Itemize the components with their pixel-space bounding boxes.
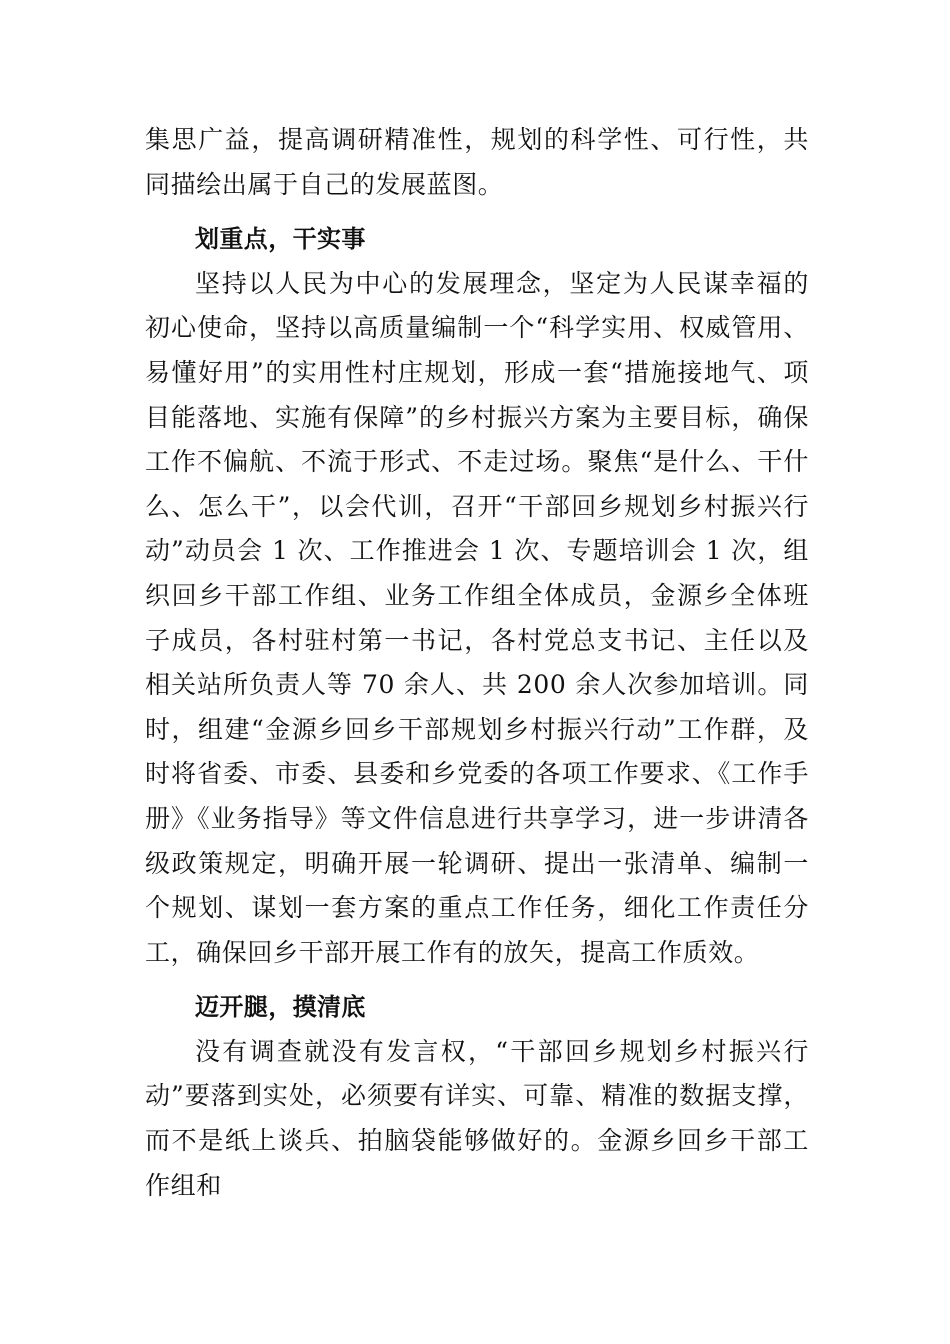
document-body — [145, 118, 809, 1208]
intro-paragraph: 集思广益，提高调研精准性，规划的科学性、可行性，共同描绘出属于自己的发展蓝图。 — [145, 125, 809, 199]
spacer — [145, 975, 809, 979]
spacer — [145, 207, 809, 211]
section-heading-survey: 迈开腿，摸清底 — [195, 993, 366, 1022]
section-body-focus: 坚持以人民为中心的发展理念，坚定为人民谋幸福的初心使命，坚持以高质量编制一个“科学实用、权威管用、易懂好用”的实用性村庄规划，形成一套“措施接地气、项目能落地、实施有保障”的乡村振兴方案为主要目标，确保工作不偏航、不流于形式、不走过场。聚焦“是什么、干什么、怎么干”，以会代训，召开“干部回乡规划乡村振兴行动”动员会 1 次、工作推进会 1 次、专题培训会 1 次，组织回乡干部工作组、业务工作组全体成员，金源乡全体班子成员，各村驻村第一书记，各村党总支书记、主任以及相关站所负责人等 70 余人、共 200 余人次参加培训。同时，组建“金源乡回乡干部规划乡村振兴行动”工作群，及时将省委、市委、县委和乡党委的各项工作要求、《工作手册》《业务指导》等文件信息进行共享学习，进一步讲清各级政策规定，明确开展一轮调研、提出一张清单、编制一个规划、谋划一套方案的重点工作任务，细化工作责任分工，确保回乡干部开展工作有的放矢，提高工作质效。 — [145, 268, 809, 967]
section-heading-focus: 划重点，干实事 — [195, 225, 366, 254]
section-body-survey: 没有调查就没有发言权，“干部回乡规划乡村振兴行动”要落到实处，必须要有详实、可靠、精准的数据支撑，而不是纸上谈兵、拍脑袋能够做好的。金源乡回乡干部工作组和 — [145, 1036, 809, 1200]
